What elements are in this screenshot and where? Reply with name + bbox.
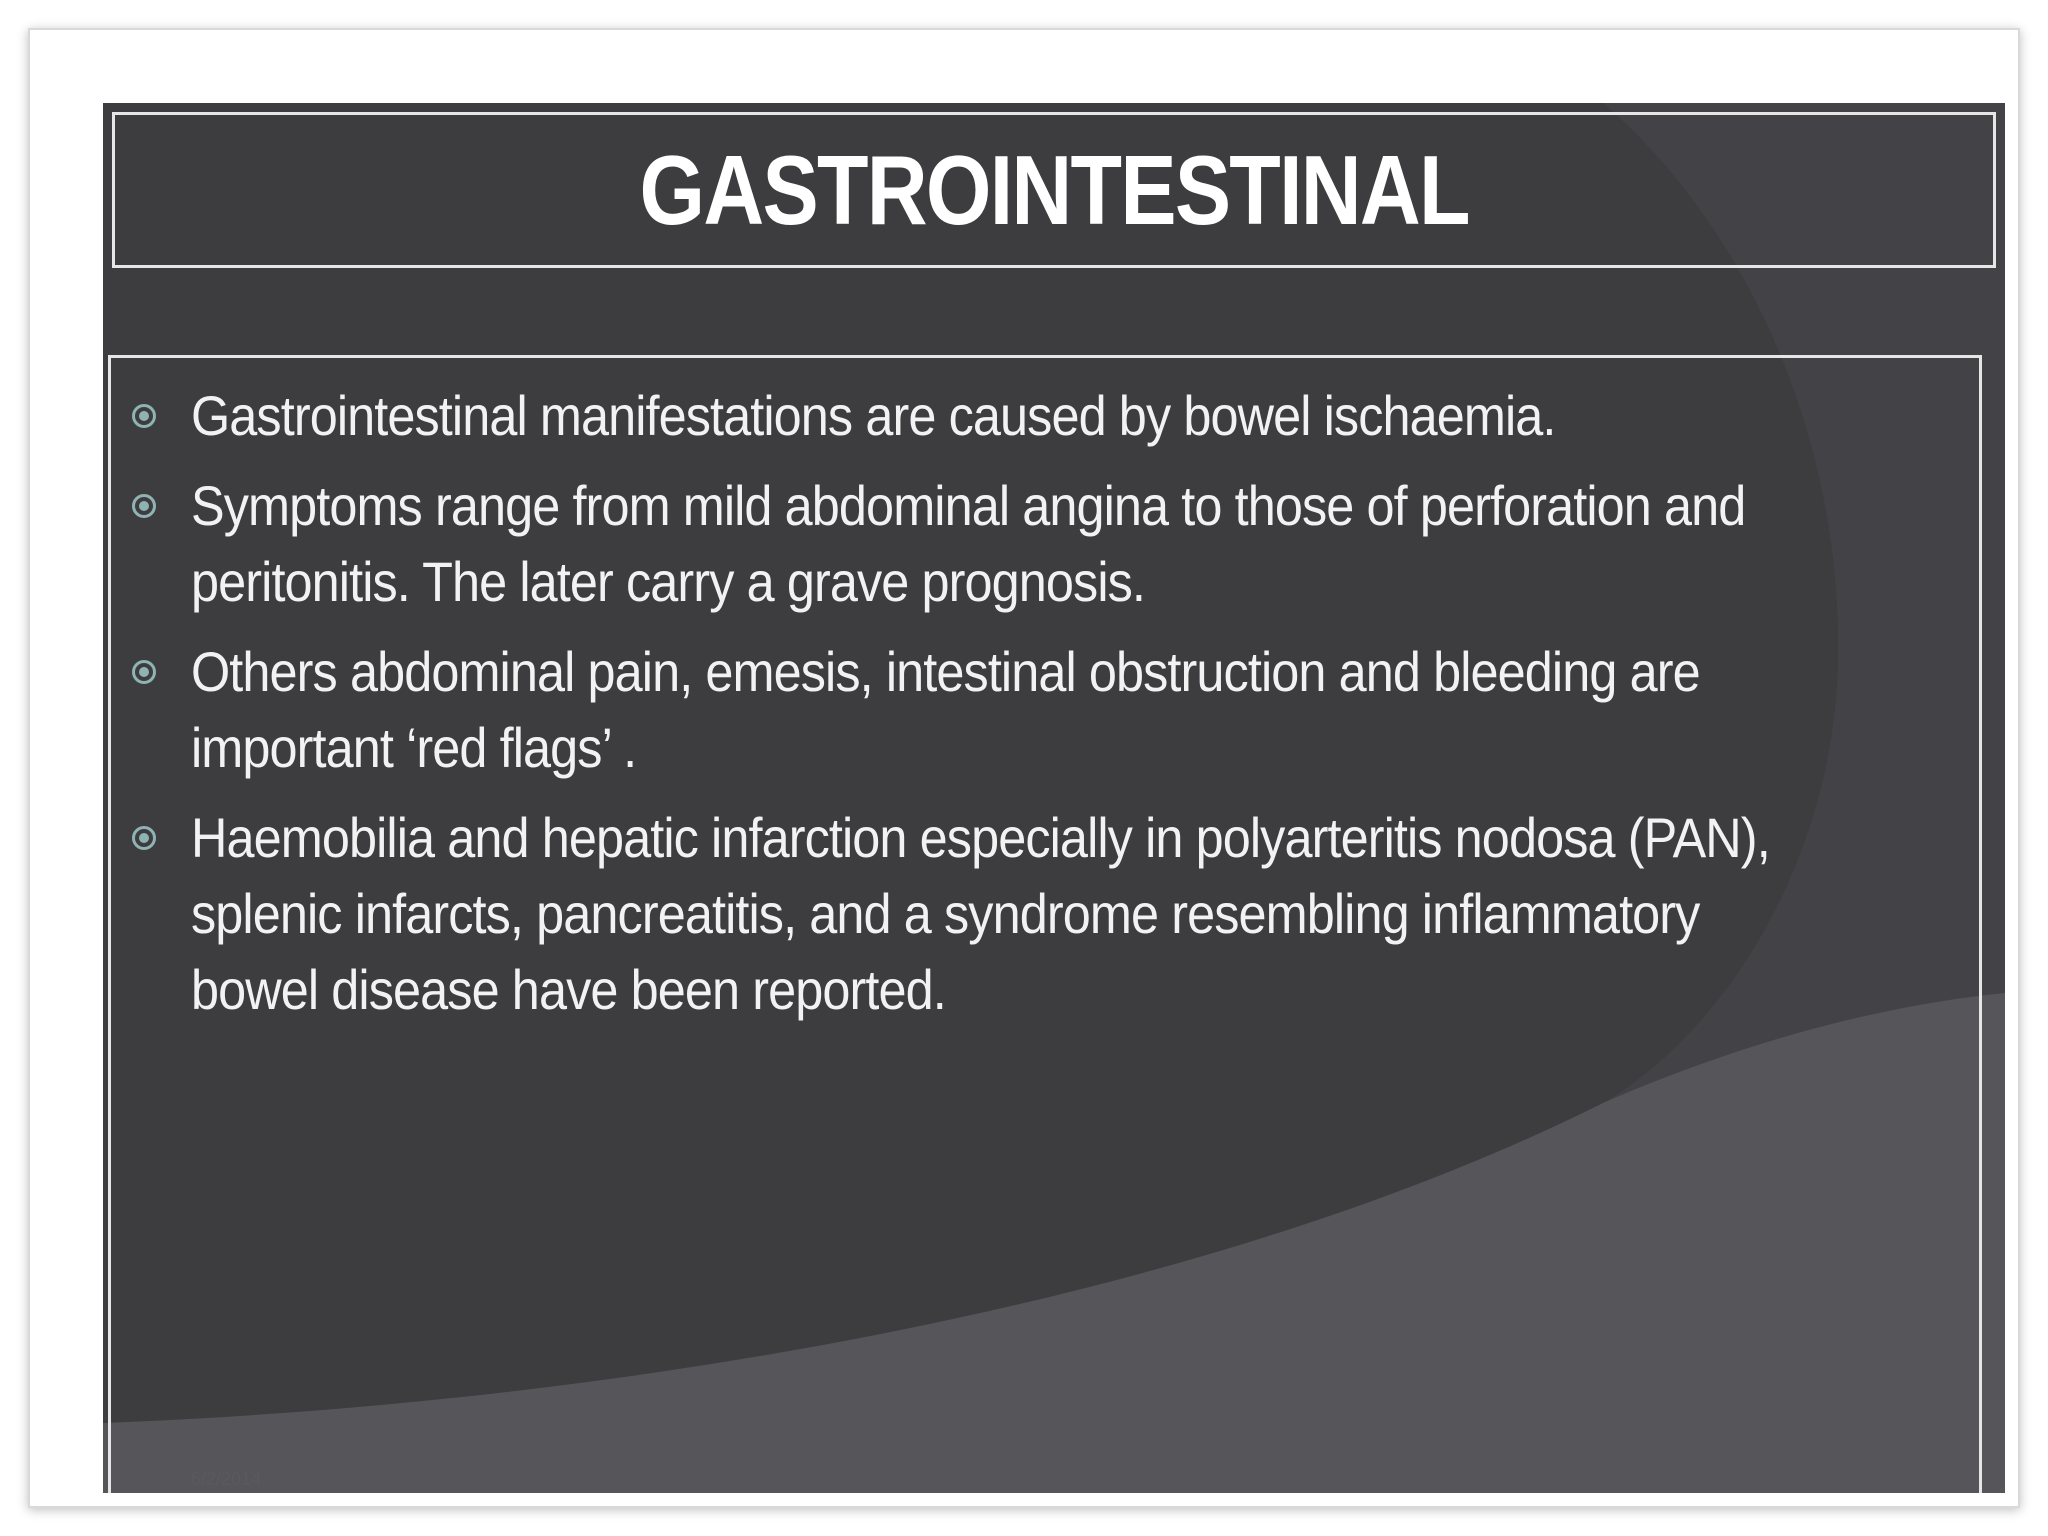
circle-dot-icon <box>131 403 157 429</box>
circle-dot-icon <box>131 825 157 851</box>
bullet-item <box>131 634 1971 786</box>
bullet-list <box>131 378 1971 1042</box>
circle-dot-icon <box>131 493 157 519</box>
slide <box>103 103 2005 1493</box>
bullet-text: Others abdominal pain, emesis, intestinal obstruction and bleeding are important ‘red flags’ . <box>191 640 1700 779</box>
bullet-item <box>131 378 1971 454</box>
slide-frame <box>28 28 2020 1508</box>
content-box <box>108 355 1982 1493</box>
title-box <box>112 112 1996 268</box>
slide-title: GASTROINTESTINAL <box>639 135 1469 245</box>
circle-dot-icon <box>131 659 157 685</box>
bullet-item <box>131 800 1971 1028</box>
bullet-text: Gastrointestinal manifestations are caused by bowel ischaemia. <box>191 384 1556 447</box>
footer-date: 6/2/2014 <box>191 1469 262 1489</box>
bullet-text: Symptoms range from mild abdominal angina to those of perforation and peritonitis. The later carry a grave prognosis. <box>191 474 1746 613</box>
bullet-item <box>131 468 1971 620</box>
bullet-text: Haemobilia and hepatic infarction especially in polyarteritis nodosa (PAN), splenic infarcts, pancreatitis, and a syndrome resembling inflammatory bowel disease have been reported. <box>191 806 1770 1021</box>
